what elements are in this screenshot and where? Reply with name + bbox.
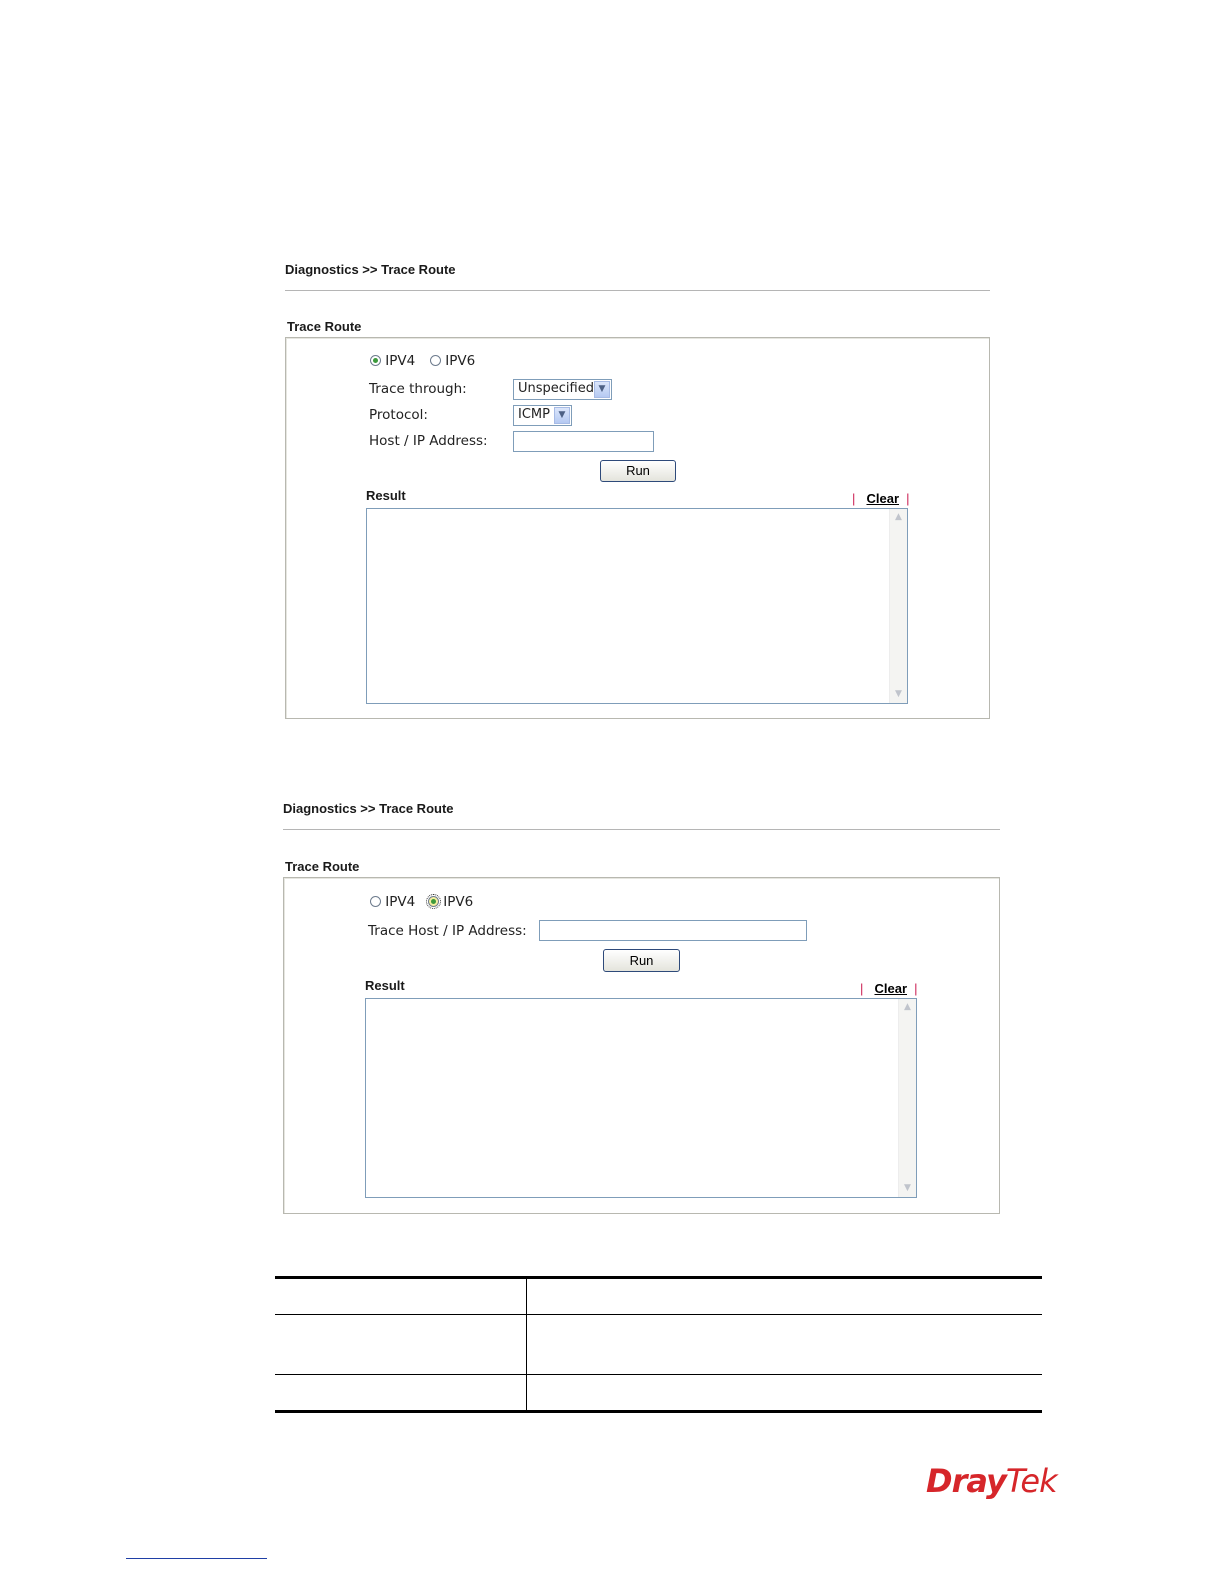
protocol-label: Protocol: (369, 407, 428, 423)
ipv6-radio-option[interactable] (428, 894, 473, 910)
ipv6-radio-option[interactable] (430, 353, 475, 369)
clear-link-group (860, 978, 918, 997)
chevron-down-icon[interactable]: ▼ (554, 407, 570, 424)
result-textarea[interactable] (366, 508, 908, 704)
ipv6-label: IPV6 (445, 353, 476, 369)
breadcrumb-divider (283, 829, 1000, 830)
separator: | (906, 491, 910, 506)
separator: | (852, 491, 856, 506)
result-textarea[interactable] (365, 998, 917, 1198)
breadcrumb: Diagnostics >> Trace Route (283, 801, 454, 816)
ipv4-radio-option[interactable] (370, 894, 415, 910)
description-table (275, 1276, 1042, 1414)
run-button[interactable]: Run (603, 949, 680, 972)
protocol-select[interactable] (513, 405, 572, 426)
ipv4-label: IPV4 (385, 353, 416, 369)
scroll-up-icon[interactable]: ▲ (904, 1002, 911, 1012)
clear-link[interactable]: Clear (866, 491, 900, 506)
breadcrumb-divider (285, 290, 990, 291)
run-button[interactable]: Run (600, 460, 676, 482)
section-title: Trace Route (287, 319, 362, 334)
trace-through-label: Trace through: (369, 381, 467, 397)
radio-selected-icon[interactable] (428, 896, 439, 907)
separator: | (914, 981, 918, 996)
footer-link-line (126, 1558, 267, 1559)
scroll-up-icon[interactable]: ▲ (895, 512, 902, 522)
table-bottom-border (275, 1410, 1042, 1413)
clear-link[interactable]: Clear (874, 981, 908, 996)
ipv4-radio-option[interactable] (370, 353, 415, 369)
trace-host-ip-input[interactable] (539, 920, 807, 941)
logo-text-tek: Tek (1005, 1462, 1057, 1500)
logo-text-dray: Dray (926, 1462, 1006, 1500)
protocol-value: ICMP (518, 407, 550, 422)
trace-through-value: Unspecified (518, 381, 594, 396)
trace-host-ip-label: Trace Host / IP Address: (368, 923, 527, 939)
section-title: Trace Route (285, 859, 360, 874)
chevron-down-icon[interactable]: ▼ (594, 381, 610, 398)
draytek-logo (926, 1462, 1057, 1500)
ipv6-label: IPV6 (443, 894, 474, 910)
radio-selected-icon[interactable] (370, 355, 381, 366)
table-column-divider (526, 1279, 527, 1410)
table-top-border (275, 1276, 1042, 1279)
separator: | (860, 981, 864, 996)
vertical-scrollbar[interactable] (898, 999, 916, 1197)
radio-unselected-icon[interactable] (370, 896, 381, 907)
host-ip-input[interactable] (513, 431, 654, 452)
vertical-scrollbar[interactable] (889, 509, 907, 703)
result-label: Result (366, 488, 406, 503)
table-row-divider (275, 1314, 1042, 1315)
breadcrumb: Diagnostics >> Trace Route (285, 262, 456, 277)
host-ip-label: Host / IP Address: (369, 433, 488, 449)
table-row-divider (275, 1374, 1042, 1375)
scroll-down-icon[interactable]: ▼ (895, 689, 902, 699)
radio-unselected-icon[interactable] (430, 355, 441, 366)
scroll-down-icon[interactable]: ▼ (904, 1183, 911, 1193)
ipv4-label: IPV4 (385, 894, 416, 910)
trace-through-select[interactable] (513, 379, 612, 400)
result-label: Result (365, 978, 405, 993)
clear-link-group (852, 488, 910, 507)
